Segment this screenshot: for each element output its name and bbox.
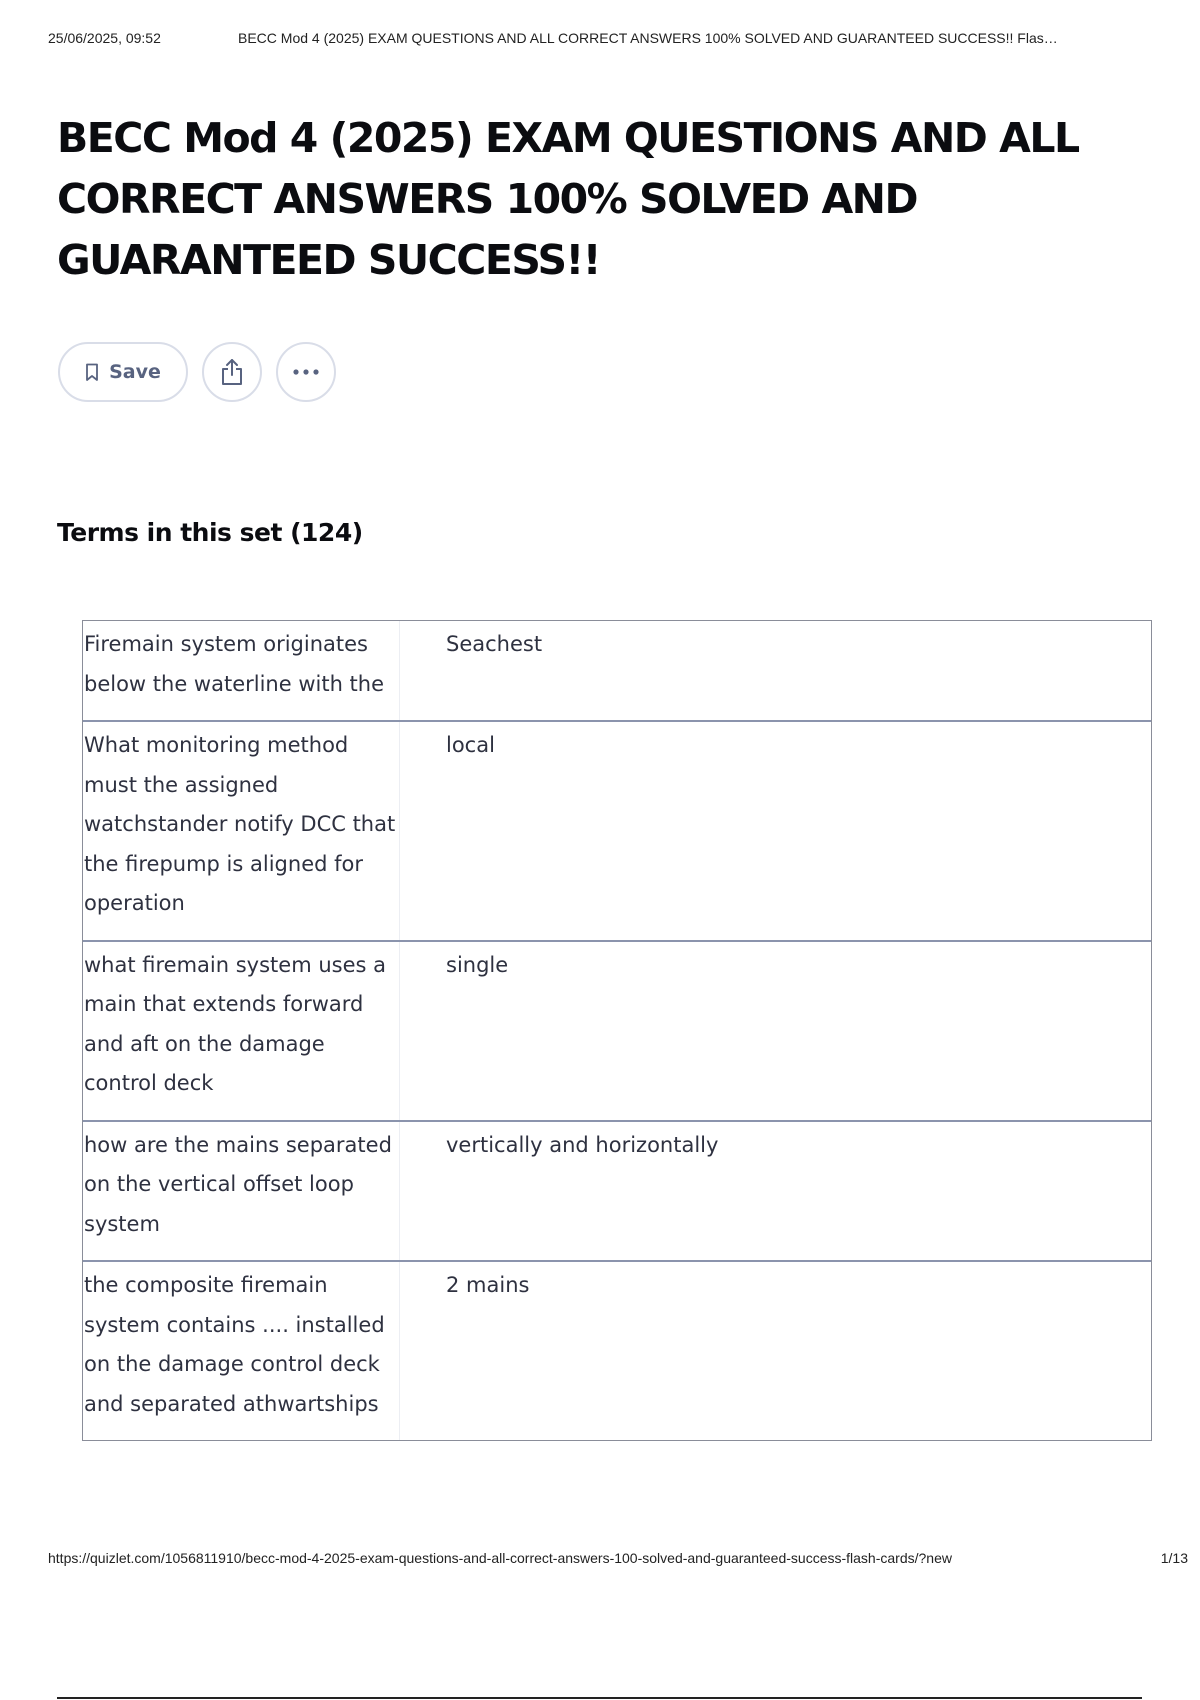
page-title: BECC Mod 4 (2025) EXAM QUESTIONS AND ALL CORRECT ANSWERS 100% SOLVED AND GUARANTEED SUCCESS!! [57, 114, 1079, 284]
term-text: the composite firemain system contains .... installed on the damage control deck and separated athwartships [83, 1262, 400, 1440]
term-row [83, 621, 1151, 722]
definition-text: local [446, 733, 495, 757]
term-text: how are the mains separated on the vertical offset loop system [83, 1122, 400, 1261]
share-icon [219, 358, 245, 386]
definition-text: 2 mains [446, 1273, 530, 1297]
divider [57, 1697, 1142, 1699]
definition-text: vertically and horizontally [446, 1132, 719, 1157]
definition-text: single [446, 952, 509, 977]
print-date: 25/06/2025, 09:52 [48, 30, 161, 46]
terms-list [82, 620, 1152, 1441]
term-row [83, 1262, 1151, 1440]
term-text: what firemain system uses a main that extends forward and aft on the damage control deck [83, 942, 400, 1120]
term-text: What monitoring method must the assigned watchstander notify DCC that the firepump is aligned for operation [83, 722, 400, 940]
save-button[interactable] [58, 342, 188, 402]
bookmark-icon [85, 363, 99, 382]
action-bar [58, 342, 336, 402]
term-row [83, 1122, 1151, 1263]
term-row [83, 942, 1151, 1122]
more-options-button[interactable] [276, 342, 336, 402]
share-button[interactable] [202, 342, 262, 402]
print-doc-title: BECC Mod 4 (2025) EXAM QUESTIONS AND ALL CORRECT ANSWERS 100% SOLVED AND GUARANTEED SUCCESS!! Flas… [238, 30, 1058, 46]
save-label: Save [109, 361, 161, 383]
term-row [83, 722, 1151, 942]
terms-heading: Terms in this set (124) [57, 518, 363, 547]
print-url: https://quizlet.com/1056811910/becc-mod-4-2025-exam-questions-and-all-correct-answers-100-solved-and-guaranteed-success-flash-cards/?new [48, 1550, 952, 1566]
page-number: 1/13 [1160, 1550, 1188, 1566]
definition-text: Seachest [446, 632, 543, 656]
more-icon [292, 368, 320, 376]
term-text: Firemain system originates below the waterline with the [83, 621, 400, 720]
